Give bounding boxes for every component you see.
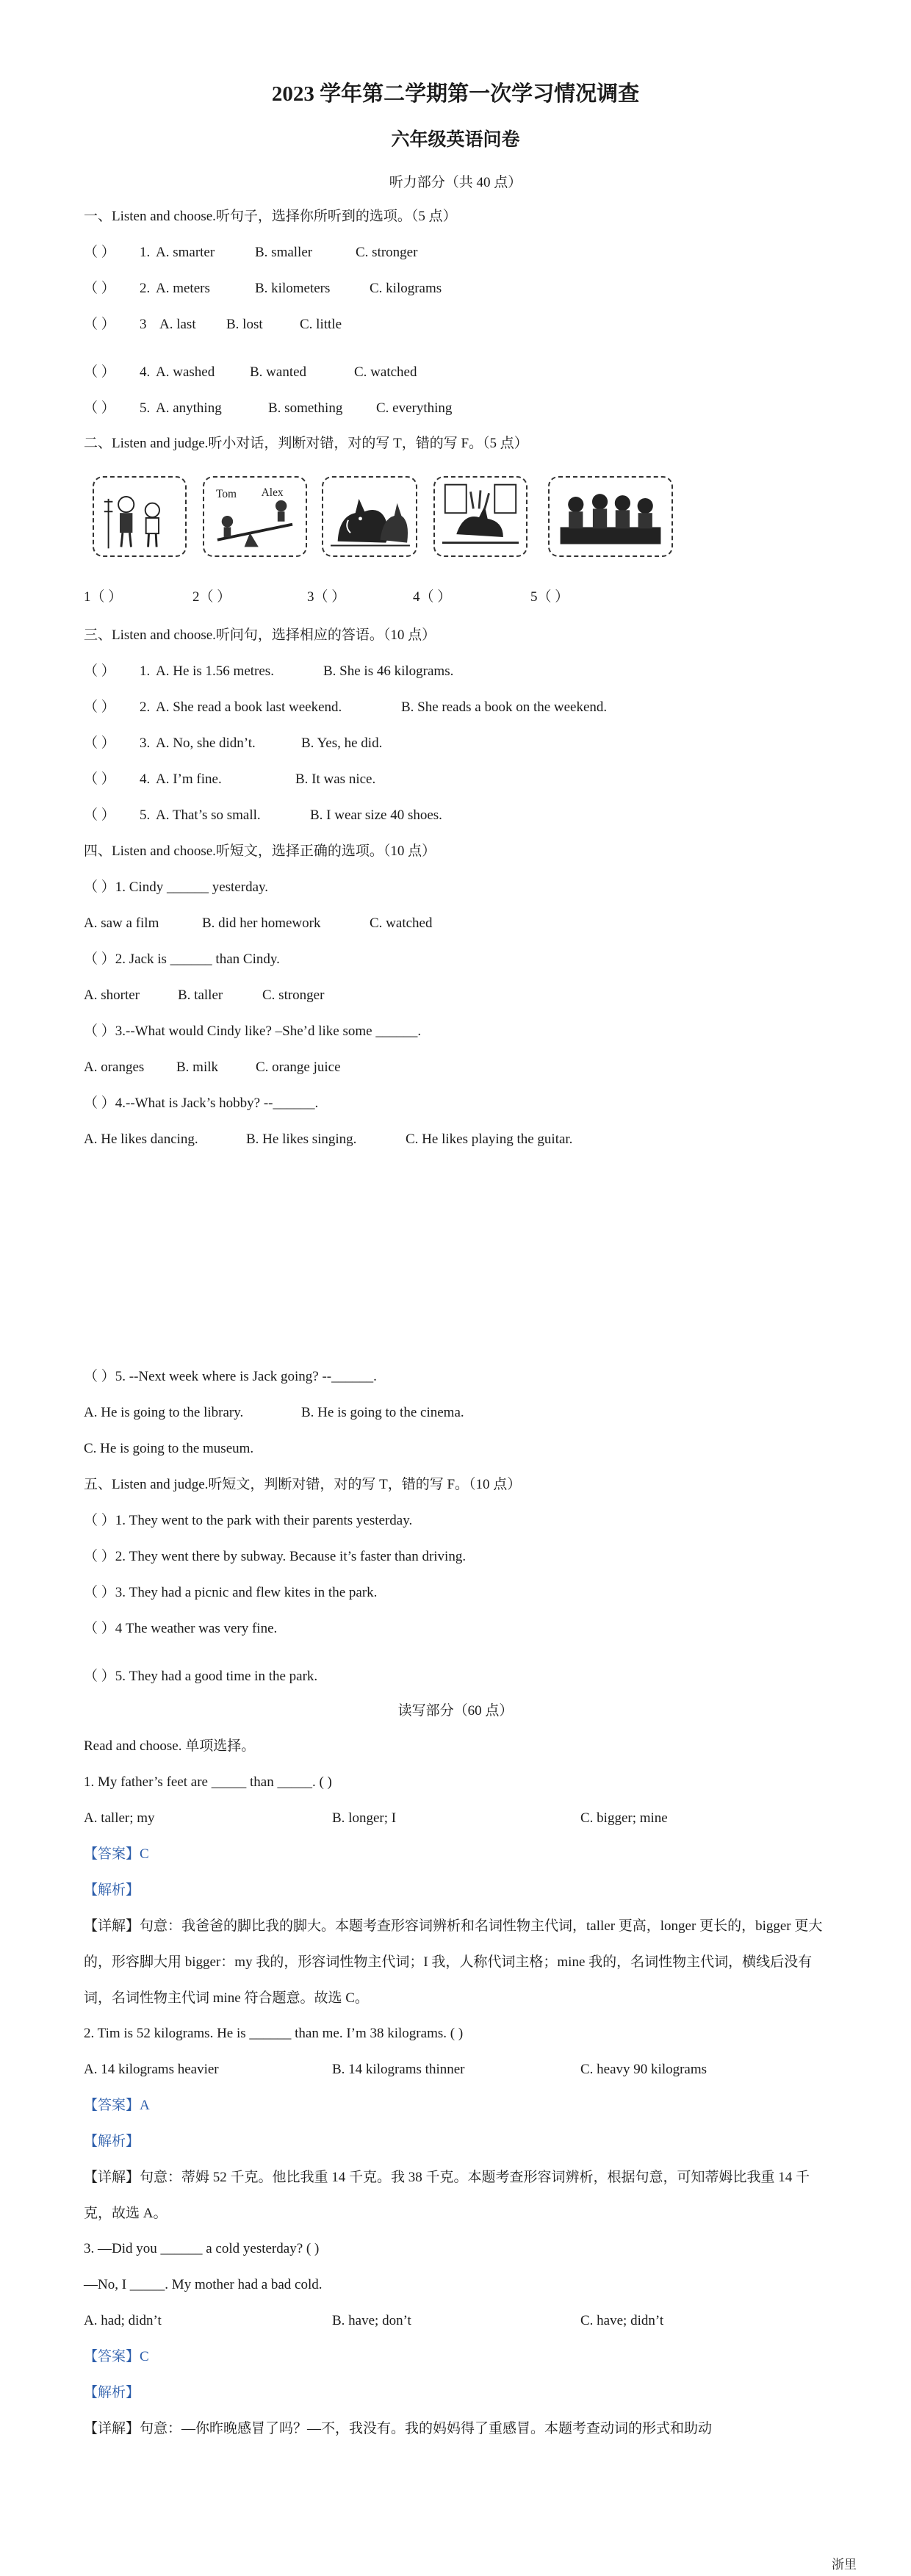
- part5-item-2: （ ）2. They went there by subway. Because it’s faster than driving.: [84, 1549, 467, 1564]
- reading-q3-analysis: 【解析】: [84, 2385, 140, 2400]
- reading-q2-analysis: 【解析】: [84, 2134, 140, 2149]
- reading-instruction: Read and choose. 单项选择。: [84, 1738, 256, 1754]
- part2-answer-2: 2（ ）: [192, 589, 231, 605]
- reading-q2-answer: 【答案】A: [84, 2098, 150, 2113]
- part2-answer-1: 1（ ）: [84, 589, 123, 605]
- reading-q2-stem: 2. Tim is 52 kilograms. He is ______ than me. I’m 38 kilograms. ( ): [84, 2026, 464, 2041]
- picture-1: [93, 476, 187, 557]
- reading-q1-detail: 【详解】句意：我爸爸的脚比我的脚大。本题考查形容词辨析和名词性物主代词，taller 更高，longer 更长的，bigger 更大的，形容脚大用 bigger：my 我的，形容词性物主代词；I 我，人称代词主格；mine 我的，名词性物主代词，横线后没有词，名词性物主代词 mine 符合题意。故选 C。: [84, 1918, 823, 2006]
- part5-item-5: （ ）5. They had a good time in the park.: [84, 1669, 318, 1684]
- two-kids-picture-icon: [94, 478, 185, 555]
- reading-title: 读写部分（60 点）: [397, 1703, 514, 1719]
- listening-title: 听力部分（共 40 点）: [389, 175, 522, 190]
- picture-label-alex: Alex: [261, 486, 284, 500]
- page-title: 2023 学年第二学期第一次学习情况调查: [271, 82, 640, 106]
- reading-q2-detail: 【详解】句意：蒂姆 52 千克。他比我重 14 千克。我 38 千克。本题考查形容词辨析，根据句意，可知蒂姆比我重 14 千克，故选 A。: [84, 2170, 810, 2221]
- part4-q3: （ ）3.--What would Cindy like? –She’d like some ______.: [84, 1023, 422, 1039]
- part1-heading: 一、Listen and choose.听句子，选择你所听到的选项。（5 点）: [84, 209, 457, 224]
- reading-q1-analysis: 【解析】: [84, 1882, 140, 1898]
- part2-answer-4: 4（ ）: [413, 589, 452, 605]
- reading-q3-stem: 3. —Did you ______ a cold yesterday? ( ): [84, 2241, 320, 2256]
- seesaw-picture-icon: [204, 478, 306, 555]
- part4-q5: （ ）5. --Next week where is Jack going? --______.: [84, 1369, 377, 1384]
- picture-4: [433, 476, 527, 557]
- reading-q3-detail: 【详解】句意：—你昨晚感冒了吗？—不，我没有。我的妈妈得了重感冒。本题考查动词的形式和助动: [84, 2421, 713, 2436]
- part2-heading: 二、Listen and judge.听小对话，判断对错，对的写 T，错的写 F。（5 点）: [84, 436, 528, 451]
- group-people-picture-icon: [550, 478, 671, 555]
- part5-item-3: （ ）3. They had a picnic and flew kites in the park.: [84, 1585, 378, 1600]
- reading-q1-stem: 1. My father’s feet are _____ than _____. ( ): [84, 1774, 332, 1790]
- part4-heading: 四、Listen and choose.听短文，选择正确的选项。（10 点）: [84, 843, 436, 859]
- picture-label-tom: Tom: [216, 487, 237, 500]
- part2-answer-5: 5（ ）: [530, 589, 569, 605]
- part4-q2: （ ）2. Jack is ______ than Cindy.: [84, 951, 280, 967]
- page-subtitle: 六年级英语问卷: [391, 130, 520, 150]
- chicken-picture-icon: [435, 478, 526, 555]
- picture-3: [322, 476, 417, 557]
- reading-q3-stem2: —No, I _____. My mother had a bad cold.: [84, 2277, 323, 2292]
- picture-5: [548, 476, 673, 557]
- dog-cat-picture-icon: [323, 478, 416, 555]
- part2-answer-3: 3（ ）: [307, 589, 346, 605]
- footer-watermark: 浙里: [832, 2558, 857, 2572]
- part5-item-1: （ ）1. They went to the park with their parents yesterday.: [84, 1513, 413, 1528]
- part5-heading: 五、Listen and judge.听短文，判断对错，对的写 T，错的写 F。（10 点）: [84, 1477, 522, 1492]
- part3-heading: 三、Listen and choose.听问句，选择相应的答语。（10 点）: [84, 627, 436, 643]
- part5-item-4: （ ）4 The weather was very fine.: [84, 1621, 278, 1636]
- part4-q1: （ ）1. Cindy ______ yesterday.: [84, 879, 269, 895]
- reading-q3-answer: 【答案】C: [84, 2349, 149, 2364]
- part4-q4: （ ）4.--What is Jack’s hobby? --______.: [84, 1095, 319, 1111]
- reading-q1-answer: 【答案】C: [84, 1846, 149, 1862]
- picture-2: [203, 476, 307, 557]
